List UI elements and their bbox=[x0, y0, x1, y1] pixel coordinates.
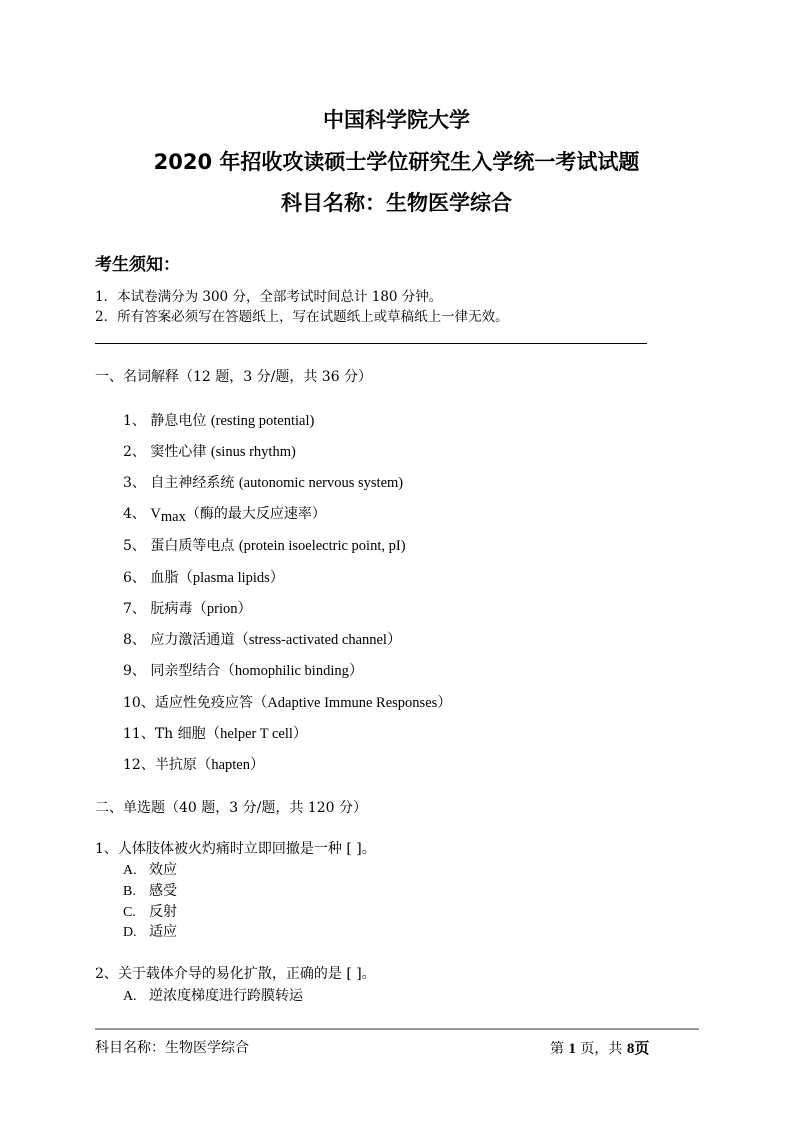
term-english: (sinus rhythm) bbox=[210, 444, 296, 460]
term-item bbox=[123, 503, 326, 523]
option-letter: A. bbox=[123, 989, 137, 1004]
term-english: （helper T cell） bbox=[205, 726, 308, 742]
term-item bbox=[123, 753, 264, 774]
option-letter: C. bbox=[123, 905, 136, 920]
term-english: （stress-activated channel） bbox=[234, 632, 402, 648]
question-option bbox=[123, 921, 177, 941]
question-stem: 1、人体肢体被火灼痛时立即回撤是一种 [ ]。 bbox=[95, 841, 376, 857]
term-number: 2、 bbox=[123, 444, 146, 460]
term-number: 1、 bbox=[123, 413, 146, 429]
term-chinese: 朊病毒 bbox=[150, 601, 193, 617]
term-chinese: 血脂 bbox=[150, 570, 179, 586]
term-number: 10、 bbox=[123, 695, 155, 711]
option-text: 反射 bbox=[149, 904, 177, 920]
term-number: 8、 bbox=[123, 632, 146, 648]
term-english: （homophilic binding） bbox=[220, 663, 364, 679]
term-chinese: 静息电位 bbox=[150, 413, 207, 429]
term-english: (protein isoelectric point, pI) bbox=[238, 538, 406, 554]
term-number: 4、 bbox=[123, 506, 146, 522]
option-letter: A. bbox=[123, 863, 137, 878]
term-chinese: 自主神经系统 bbox=[150, 475, 235, 491]
subject-title: 科目名称：生物医学综合 bbox=[281, 191, 512, 215]
term-subscript: max bbox=[160, 509, 186, 525]
term-item bbox=[123, 597, 252, 618]
option-letter: D. bbox=[123, 925, 137, 940]
term-number: 7、 bbox=[123, 601, 146, 617]
term-chinese: 蛋白质等电点 bbox=[150, 538, 235, 554]
term-item bbox=[123, 410, 314, 430]
term-item bbox=[123, 535, 406, 555]
term-number: 3、 bbox=[123, 475, 146, 491]
option-letter: B. bbox=[123, 884, 136, 899]
term-english: （hapten） bbox=[196, 757, 265, 773]
term-chinese: 窦性心律 bbox=[150, 444, 207, 460]
term-chinese: Th 细胞 bbox=[154, 726, 206, 742]
question-option bbox=[123, 985, 303, 1005]
term-item bbox=[123, 441, 296, 461]
term-number: 5、 bbox=[123, 538, 146, 554]
term-english: （酶的最大反应速率） bbox=[185, 506, 326, 522]
term-item bbox=[123, 628, 401, 649]
exam-title: 2020 年招收攻读硕士学位研究生入学统一考试试题 bbox=[153, 150, 640, 174]
term-english: (resting potential) bbox=[210, 413, 315, 429]
term-chinese: 应力激活通道 bbox=[150, 632, 235, 648]
footer-subject: 科目名称：生物医学综合 bbox=[95, 1040, 249, 1056]
term-english: （Adaptive Immune Responses） bbox=[252, 695, 452, 711]
page-total: 8 bbox=[626, 1041, 635, 1057]
notice-heading: 考生须知： bbox=[95, 255, 180, 275]
page-indicator bbox=[550, 1037, 649, 1058]
term-english: （plasma lipids） bbox=[178, 570, 285, 586]
divider bbox=[95, 343, 647, 344]
term-number: 9、 bbox=[123, 663, 146, 679]
page-mid: 页，共 bbox=[580, 1041, 623, 1057]
term-item bbox=[123, 472, 403, 492]
question-option bbox=[123, 880, 177, 900]
notice-item: 1．本试卷满分为 300 分，全部考试时间总计 180 分钟。 bbox=[95, 289, 443, 305]
option-text: 逆浓度梯度进行跨膜转运 bbox=[149, 988, 303, 1004]
page-current: 1 bbox=[568, 1041, 576, 1057]
term-english: (autonomic nervous system) bbox=[238, 475, 404, 491]
school-title: 中国科学院大学 bbox=[323, 108, 470, 132]
term-number: 12、 bbox=[123, 757, 155, 773]
term-item bbox=[123, 659, 363, 680]
page-prefix: 第 bbox=[550, 1041, 564, 1057]
term-item bbox=[123, 722, 307, 743]
option-text: 感受 bbox=[149, 883, 177, 899]
page-suffix: 页 bbox=[634, 1041, 650, 1057]
section-heading: 二、单选题（40 题，3 分/题，共 120 分） bbox=[95, 800, 367, 816]
question-option bbox=[123, 859, 177, 879]
option-text: 适应 bbox=[149, 924, 177, 940]
term-english: （prion） bbox=[192, 601, 252, 617]
term-symbol: V bbox=[150, 506, 161, 522]
term-chinese: 适应性免疫应答 bbox=[154, 695, 253, 711]
question-stem: 2、关于载体介导的易化扩散，正确的是 [ ]。 bbox=[95, 966, 376, 982]
term-number: 11、 bbox=[123, 726, 155, 742]
question-option bbox=[123, 901, 177, 921]
option-text: 效应 bbox=[149, 862, 177, 878]
term-item bbox=[123, 691, 452, 712]
term-chinese: 同亲型结合 bbox=[150, 663, 221, 679]
term-chinese: 半抗原 bbox=[154, 757, 197, 773]
term-item bbox=[123, 566, 284, 587]
section-heading: 一、名词解释（12 题，3 分/题，共 36 分） bbox=[95, 369, 373, 385]
term-number: 6、 bbox=[123, 570, 146, 586]
notice-item: 2．所有答案必须写在答题纸上，写在试题纸上或草稿纸上一律无效。 bbox=[95, 309, 509, 325]
footer-divider bbox=[95, 1028, 699, 1030]
